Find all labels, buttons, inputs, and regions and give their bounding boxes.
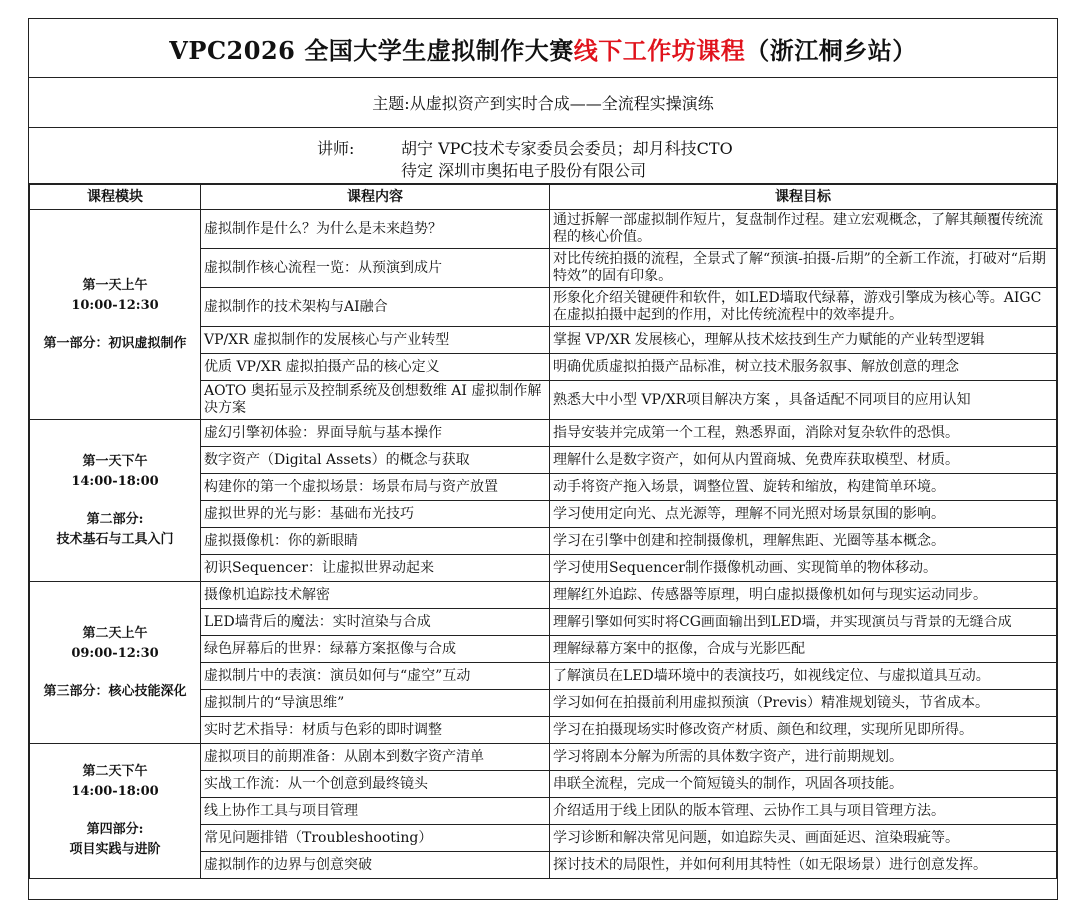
goal-cell: 了解演员在LED墙环境中的表演技巧，如视线定位、与虚拟道具互动。 <box>550 663 1057 690</box>
goal-text: 理解引擎如何实时将CG画面输出到LED墙，并实现演员与背景的无缝合成 <box>553 614 1012 630</box>
content-cell: 构建你的第一个虚拟场景：场景布局与资产放置 <box>201 474 550 501</box>
goal-cell: 熟悉大中小型 VP/XR项目解决方案 ，具备适配不同项目的应用认知 <box>550 381 1057 420</box>
module-time: 09:00-12:30 <box>71 645 159 661</box>
lecturer-2: 待定 深圳市奥拓电子股份有限公司 <box>401 161 647 180</box>
content-cell: 实战工作流：从一个创意到最终镜头 <box>201 771 550 798</box>
content-cell: 虚拟制片中的表演：演员如何与“虚空”互动 <box>201 663 550 690</box>
goal-cell: 理解绿幕方案中的抠像，合成与光影匹配 <box>550 636 1057 663</box>
module-part: 第一部分：初识虚拟制作 <box>43 335 187 351</box>
module-cell <box>30 582 201 744</box>
content-cell: 虚拟制作是什么？为什么是未来趋势？ <box>201 210 550 249</box>
goal-cell: 指导安装并完成第一个工程，熟悉界面，消除对复杂软件的恐惧。 <box>550 420 1057 447</box>
table-body <box>30 210 1057 879</box>
content-cell: 虚拟摄像机：你的新眼睛 <box>201 528 550 555</box>
header-goal: 课程目标 <box>550 185 1057 210</box>
title-suffix: （浙江桐乡站） <box>745 35 917 65</box>
table-row <box>30 210 1057 249</box>
content-cell: VP/XR 虚拟制作的发展核心与产业转型 <box>201 327 550 354</box>
module-cell <box>30 210 201 420</box>
goal-cell: 探讨技术的局限性，并如何利用其特性（如无限场景）进行创意发挥。 <box>550 852 1057 879</box>
goal-cell: 学习在引擎中创建和控制摄像机，理解焦距、光圈等基本概念。 <box>550 528 1057 555</box>
table-row <box>30 744 1057 771</box>
content-cell: 虚拟制作核心流程一览：从预演到成片 <box>201 249 550 288</box>
theme-text: 主题:从虚拟资产到实时合成——全流程实操演练 <box>372 94 714 113</box>
goal-cell: 通过拆解一部虚拟制作短片，复盘制作过程。建立宏观概念，了解其颠覆传统流程的核心价值。 <box>550 210 1057 249</box>
goal-cell: 学习如何在拍摄前利用虚拟预演（Previs）精准规划镜头，节省成本。 <box>550 690 1057 717</box>
goal-cell: 理解什么是数字资产，如何从内置商城、免费库获取模型、材质。 <box>550 447 1057 474</box>
goal-cell: 形象化介绍关键硬件和软件，如LED墙取代绿幕，游戏引擎成为核心等。AIGC 在虚拟拍摄中起到的作用，对比传统流程中的效率提升。 <box>550 288 1057 327</box>
table-header-row <box>30 185 1057 210</box>
goal-cell: 学习在拍摄现场实时修改资产材质、颜色和纹理，实现所见即所得。 <box>550 717 1057 744</box>
goal-cell: 明确优质虚拟拍摄产品标准，树立技术服务叙事、解放创意的理念 <box>550 354 1057 381</box>
table-row <box>30 420 1057 447</box>
title-prefix: VPC2026 全国大学生虚拟制作大赛 <box>169 35 574 65</box>
module-time: 10:00-12:30 <box>71 297 159 313</box>
module-part: 第三部分：核心技能深化 <box>43 683 187 699</box>
content-cell: 虚拟制片的“导演思维” <box>201 690 550 717</box>
module-time: 14:00-18:00 <box>71 473 159 489</box>
goal-cell: 学习使用Sequencer制作摄像机动画、实现简单的物体移动。 <box>550 555 1057 582</box>
content-cell: 常见问题排错（Troubleshooting） <box>201 825 550 852</box>
content-cell: 初识Sequencer：让虚拟世界动起来 <box>201 555 550 582</box>
goal-cell: 理解红外追踪、传感器等原理，明白虚拟摄像机如何与现实运动同步。 <box>550 582 1057 609</box>
table-row <box>30 582 1057 609</box>
module-cell <box>30 420 201 582</box>
content-cell: 虚幻引擎初体验：界面导航与基本操作 <box>201 420 550 447</box>
goal-cell: 对比传统拍摄的流程，全景式了解“预演-拍摄-后期”的全新工作流，打破对“后期特效”的固有印象。 <box>550 249 1057 288</box>
goal-cell: 串联全流程，完成一个简短镜头的制作，巩固各项技能。 <box>550 771 1057 798</box>
header-content: 课程内容 <box>201 185 550 210</box>
content-cell: AOTO 奥拓显示及控制系统及创想数维 AI 虚拟制作解决方案 <box>201 381 550 420</box>
module-cell <box>30 744 201 879</box>
goal-cell: 介绍适用于线上团队的版本管理、云协作工具与项目管理方法。 <box>550 798 1057 825</box>
module-day: 第一天下午 <box>82 453 148 469</box>
course-sheet <box>28 18 1058 900</box>
theme-line <box>29 78 1057 128</box>
content-cell: 绿色屏幕后的世界：绿幕方案抠像与合成 <box>201 636 550 663</box>
course-table <box>29 184 1057 879</box>
module-part-subtitle: 项目实践与进阶 <box>69 842 161 857</box>
module-day: 第一天上午 <box>82 277 148 293</box>
content-cell: 实时艺术指导：材质与色彩的即时调整 <box>201 717 550 744</box>
lecturer-block <box>29 128 1057 184</box>
header-module: 课程模块 <box>30 185 201 210</box>
content-cell: 虚拟世界的光与影：基础布光技巧 <box>201 501 550 528</box>
content-cell: 数字资产（Digital Assets）的概念与获取 <box>201 447 550 474</box>
module-part: 第二部分: <box>86 511 144 527</box>
goal-cell: 掌握 VP/XR 发展核心，理解从技术炫技到生产力赋能的产业转型逻辑 <box>550 327 1057 354</box>
module-day: 第二天下午 <box>82 764 148 779</box>
page-title <box>29 19 1057 78</box>
lecturer-1: 胡宁 VPC技术专家委员会委员；却月科技CTO <box>401 139 733 158</box>
content-cell: 优质 VP/XR 虚拟拍摄产品的核心定义 <box>201 354 550 381</box>
content-cell: LED墙背后的魔法：实时渲染与合成 <box>201 609 550 636</box>
module-day: 第二天上午 <box>82 625 148 641</box>
module-part-subtitle: 技术基石与工具入门 <box>56 531 174 547</box>
goal-cell: 学习诊断和解决常见问题，如追踪失灵、画面延迟、渲染瑕疵等。 <box>550 825 1057 852</box>
goal-cell <box>550 609 1057 636</box>
lecturer-label: 讲师: <box>317 139 355 158</box>
goal-cell: 学习将剧本分解为所需的具体数字资产，进行前期规划。 <box>550 744 1057 771</box>
goal-cell: 学习使用定向光、点光源等，理解不同光照对场景氛围的影响。 <box>550 501 1057 528</box>
content-cell: 摄像机追踪技术解密 <box>201 582 550 609</box>
module-time: 14:00-18:00 <box>71 784 159 799</box>
title-highlight: 线下工作坊课程 <box>573 35 746 65</box>
content-cell: 线上协作工具与项目管理 <box>201 798 550 825</box>
content-cell: 虚拟制作的技术架构与AI融合 <box>201 288 550 327</box>
goal-cell: 动手将资产拖入场景，调整位置、旋转和缩放，构建简单环境。 <box>550 474 1057 501</box>
content-cell: 虚拟项目的前期准备：从剧本到数字资产清单 <box>201 744 550 771</box>
module-part: 第四部分: <box>86 822 144 837</box>
content-cell: 虚拟制作的边界与创意突破 <box>201 852 550 879</box>
